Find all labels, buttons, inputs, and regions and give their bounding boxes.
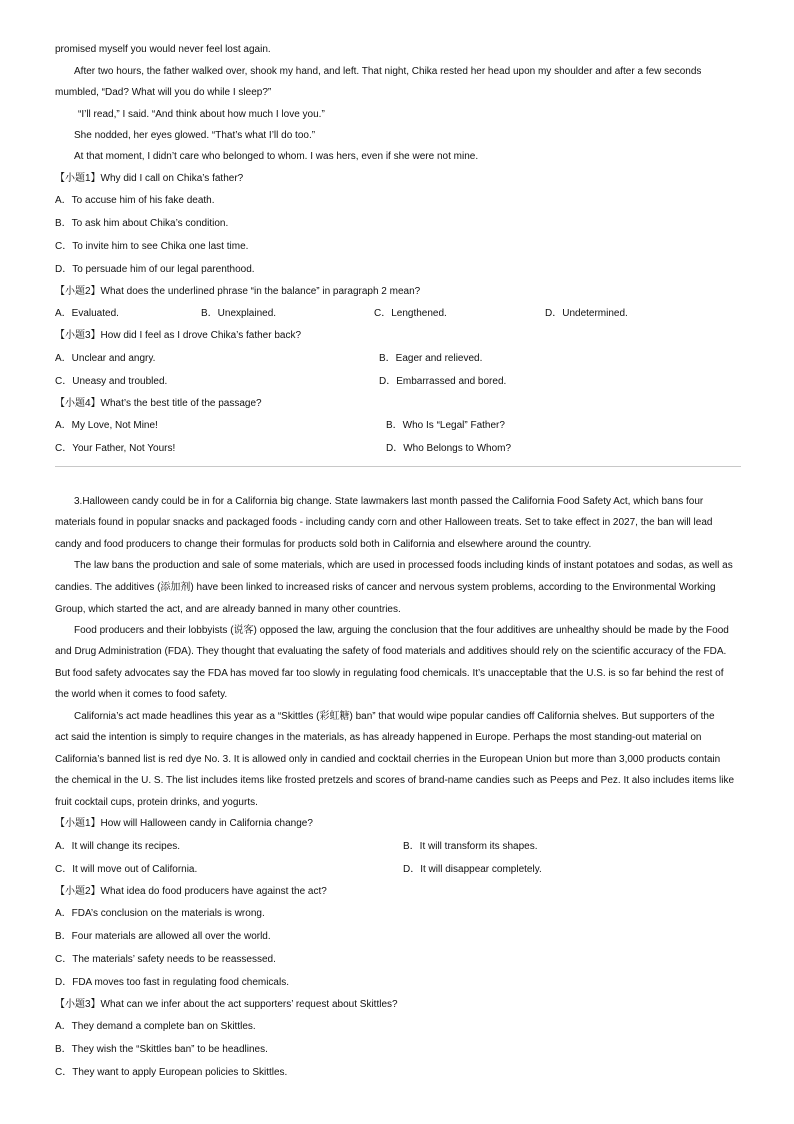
option[interactable]: D．Undetermined. — [545, 308, 628, 319]
passage3-line: fruit cocktail cups, protein drinks, and yogurts. — [55, 797, 258, 808]
option[interactable]: C．Lengthened. — [374, 308, 447, 319]
question-stem: 【小题3】What can we infer about the act supporters’ request about Skittles? — [55, 999, 398, 1010]
option[interactable]: A．It will change its recipes. — [55, 841, 181, 852]
option[interactable]: D．Who Belongs to Whom? — [386, 443, 512, 454]
passage3-line: California’s banned list is red dye No. 3. It is allowed only in candied and cocktail cherries in the European Union but more than 3,000 products contain — [55, 754, 721, 765]
passage3-line: candy and food producers to change their formulas for products sold both in California and elsewhere around the country. — [55, 539, 592, 550]
passage2-line: promised myself you would never feel lost again. — [55, 44, 271, 55]
option[interactable]: A．They demand a complete ban on Skittles. — [55, 1021, 256, 1032]
option[interactable]: D．Embarrassed and bored. — [379, 376, 507, 387]
question-stem: 【小题4】What’s the best title of the passage? — [55, 398, 262, 409]
question-stem: 【小题1】Why did I call on Chika’s father? — [55, 173, 244, 184]
option[interactable]: C．Your Father, Not Yours! — [55, 443, 176, 454]
passage3-line: the world when it comes to food safety. — [55, 689, 228, 700]
passage3-line: The law bans the production and sale of some materials, which are used in processed foods including kinds of instant potatoes and sodas, as well as — [74, 560, 733, 571]
option[interactable]: D．It will disappear completely. — [403, 864, 542, 875]
passage2-line: mumbled, “Dad? What will you do while I sleep?” — [55, 87, 272, 98]
option[interactable]: B．Eager and relieved. — [379, 353, 483, 364]
option[interactable]: B．Four materials are allowed all over the world. — [55, 931, 271, 942]
passage2-line: She nodded, her eyes glowed. “That’s what I’ll do too.” — [74, 130, 316, 141]
passage3-line: and Drug Administration (FDA). They thought that evaluating the safety of food materials and additives should rely on the scientific accuracy of the FDA. — [55, 646, 727, 657]
option[interactable]: C．To invite him to see Chika one last time. — [55, 241, 249, 252]
passage2-line: After two hours, the father walked over, shook my hand, and left. That night, Chika rested her head upon my shoulder and after a few seconds — [74, 66, 702, 77]
passage3-line: candies. The additives (添加剂) have been linked to increased risks of cancer and nervous system problems, according to the Environmental Working — [55, 582, 716, 593]
option[interactable]: A．My Love, Not Mine! — [55, 420, 158, 431]
question-stem: 【小题2】What idea do food producers have against the act? — [55, 886, 327, 897]
passage2-line: At that moment, I didn’t care who belonged to whom. I was hers, even if she were not mine. — [74, 151, 479, 162]
passage3-line: Group, which started the act, and are already banned in many other countries. — [55, 604, 401, 615]
question-stem: 【小题1】How will Halloween candy in California change? — [55, 818, 313, 829]
option[interactable]: D．To persuade him of our legal parenthood. — [55, 264, 255, 275]
passage2-line: “I’ll read,” I said. “And think about how much I love you.” — [78, 109, 325, 120]
option[interactable]: B．Who Is “Legal” Father? — [386, 420, 505, 431]
passage3-line: materials found in popular snacks and packaged foods - including candy corn and other Halloween treats. Set to take effect in 2027, the ban will lead — [55, 517, 713, 528]
option[interactable]: C．They want to apply European policies to Skittles. — [55, 1067, 288, 1078]
option[interactable]: B．To ask him about Chika’s condition. — [55, 218, 229, 229]
passage3-line: But food safety advocates say the FDA has moved far too slowly in regulating food chemicals. It’s unacceptable that the U.S. is so far behind the rest of — [55, 668, 724, 679]
option[interactable]: B．Unexplained. — [201, 308, 277, 319]
option[interactable]: B．It will transform its shapes. — [403, 841, 538, 852]
option[interactable]: A．Evaluated. — [55, 308, 119, 319]
passage3-line: Food producers and their lobbyists (说客) opposed the law, arguing the conclusion that the four additives are unhealthy should be made by the Food — [74, 625, 729, 636]
passage3-line: 3.Halloween candy could be in for a California big change. State lawmakers last month passed the California Food Safety Act, which bans four — [74, 496, 704, 507]
option[interactable]: D．FDA moves too fast in regulating food chemicals. — [55, 977, 289, 988]
option[interactable]: C．The materials’ safety needs to be reassessed. — [55, 954, 276, 965]
option[interactable]: A．Unclear and angry. — [55, 353, 156, 364]
option[interactable]: A．FDA’s conclusion on the materials is wrong. — [55, 908, 265, 919]
passage3-line: California’s act made headlines this year as a “Skittles (彩虹糖) ban” that would wipe popular candies off California shelves. But supporters of the — [74, 711, 715, 722]
section-divider — [55, 466, 741, 467]
question-stem: 【小题2】What does the underlined phrase “in the balance” in paragraph 2 mean? — [55, 286, 421, 297]
passage3-line: act said the intention is simply to require changes in the materials, as has already happened in Europe. Perhaps the most standing-out material on — [55, 732, 702, 743]
question-stem: 【小题3】How did I feel as I drove Chika’s father back? — [55, 330, 302, 341]
option[interactable]: C．Uneasy and troubled. — [55, 376, 168, 387]
option[interactable]: C．It will move out of California. — [55, 864, 198, 875]
option[interactable]: B．They wish the “Skittles ban” to be headlines. — [55, 1044, 268, 1055]
option[interactable]: A．To accuse him of his fake death. — [55, 195, 215, 206]
passage3-line: the chemical in the U. S. The list includes items like frosted pretzels and scores of brand-name candies such as Peeps and Pez. It also includes items like — [55, 775, 735, 786]
